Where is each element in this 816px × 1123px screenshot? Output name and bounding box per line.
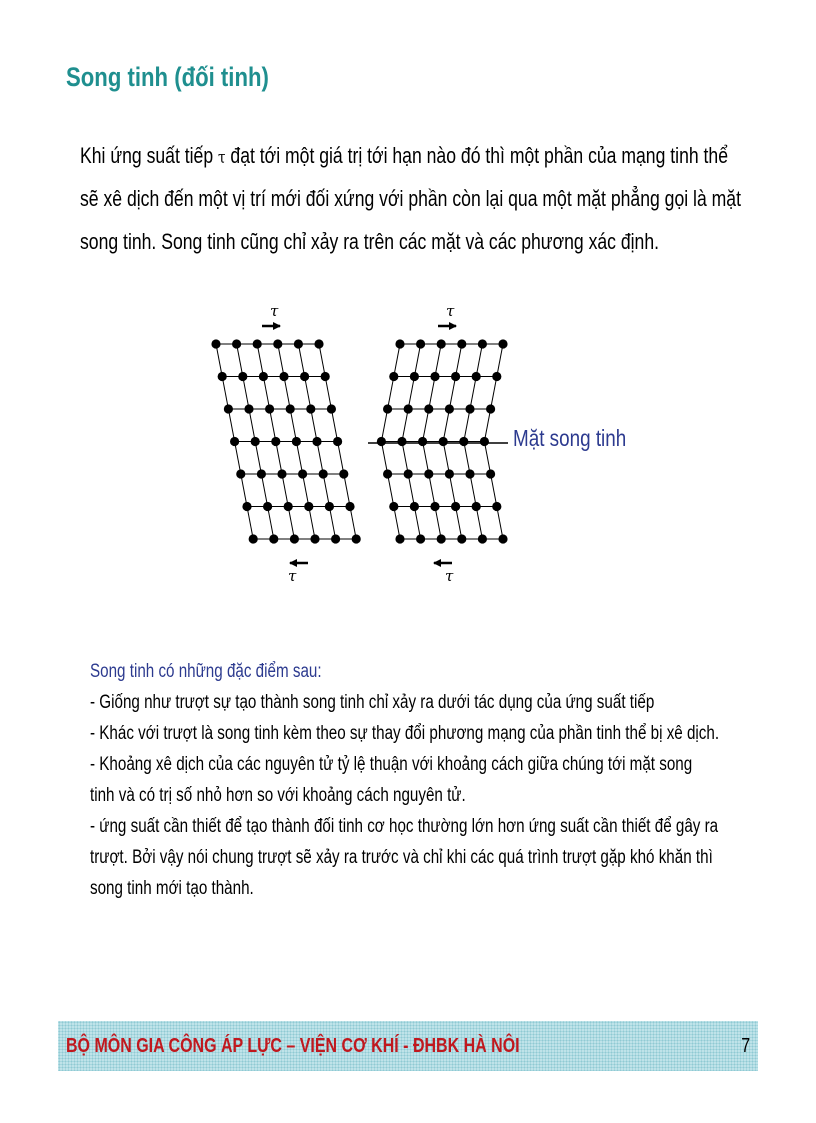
right-lattice-bond-line [464,409,470,442]
tau-label-top-right: τ [446,302,455,320]
right-lattice-atom [389,372,398,381]
left-lattice-bond-line [263,377,269,410]
right-lattice-bond-line [476,344,482,377]
tau-label-bottom-left: τ [288,567,297,585]
footer-bar [58,1021,758,1071]
right-lattice-bond-line [381,442,387,475]
left-lattice-atom [251,437,260,446]
left-lattice-bond-line [243,377,249,410]
left-lattice-atom [290,534,299,543]
left-lattice-atom [333,437,342,446]
right-lattice-bond-line [408,377,414,410]
right-lattice-bond-line [484,442,490,475]
left-lattice-atom [271,437,280,446]
right-lattice-atom [437,534,446,543]
right-lattice-atom [410,372,419,381]
right-lattice-bond-line [456,507,462,540]
left-lattice-atom [236,469,245,478]
feature-line: - Giống như trượt sự tạo thành song tinh chỉ xảy ra dưới tác dụng của ứng suất tiếp [90,692,655,713]
left-lattice-bond-line [325,377,331,410]
left-lattice-atom [211,339,220,348]
right-lattice-atom [439,437,448,446]
right-lattice-bond-line [435,344,441,377]
right-lattice-atom [457,534,466,543]
right-lattice-atom [486,404,495,413]
right-lattice-atom [383,469,392,478]
left-lattice-bond-line [309,507,315,540]
left-lattice-bond-line [288,507,294,540]
left-lattice-atom [230,437,239,446]
right-lattice-atom [451,372,460,381]
footer-department: BỘ MÔN GIA CÔNG ÁP LỰC – VIỆN CƠ KHÍ - ĐHBK HÀ NÔI [66,1035,520,1057]
left-lattice-bond-line [290,409,296,442]
left-lattice-atom [298,469,307,478]
feature-line: - Khoảng xê dịch của các nguyên tử tỷ lệ thuận với khoảng cách giữa chúng tới mặt song [90,754,693,775]
left-lattice-atom [345,502,354,511]
left-lattice-bond-line [268,507,274,540]
left-lattice-atom [319,469,328,478]
right-lattice-bond-line [470,474,476,507]
left-lattice-bond-line [296,442,302,475]
right-lattice-atom [418,437,427,446]
right-lattice-atom [416,339,425,348]
right-lattice-bond-line [414,507,420,540]
right-lattice-bond-line [394,344,400,377]
left-lattice-bond-line [216,344,222,377]
left-lattice-bond-line [255,442,261,475]
right-lattice-atom [478,534,487,543]
right-lattice-atom [395,339,404,348]
right-lattice-bond-line [402,442,408,475]
left-lattice-atom [286,404,295,413]
right-lattice-atom [383,404,392,413]
left-lattice-atom [244,404,253,413]
left-lattice-bond-line [311,409,317,442]
left-lattice-bond-line [344,474,350,507]
right-lattice-atom [472,372,481,381]
right-lattice-atom [389,502,398,511]
left-lattice-atom [310,534,319,543]
left-lattice-bond-line [237,344,243,377]
left-lattice-bond-line [257,344,263,377]
right-lattice-atom [424,404,433,413]
left-lattice-atom [325,502,334,511]
left-lattice-atom [242,502,251,511]
left-lattice-atom [257,469,266,478]
right-lattice-atom [410,502,419,511]
left-lattice-bond-line [317,442,323,475]
right-lattice-bond-line [388,474,394,507]
right-lattice-bond-line [449,474,455,507]
tau-symbol: τ [218,148,226,168]
right-lattice-atom [480,437,489,446]
right-lattice-atom [492,372,501,381]
left-lattice-bond-line [222,377,228,410]
right-lattice-bond-line [443,442,449,475]
left-lattice-bond-line [298,344,304,377]
left-lattice-atom [300,372,309,381]
intro-paragraph [80,134,780,263]
feature-line: song tinh mới tạo thành. [90,878,254,899]
right-lattice-bond-line [435,507,441,540]
left-lattice-bond-line [235,442,241,475]
left-lattice-bond-line [284,377,290,410]
right-lattice-bond-line [491,474,497,507]
left-lattice-atom [263,502,272,511]
left-lattice-bond-line [323,474,329,507]
twin-plane-label: Mặt song tinh [513,425,627,451]
left-lattice-bond-line [305,377,311,410]
left-lattice-atom [327,404,336,413]
right-lattice-bond-line [497,344,503,377]
page-title: Song tinh (đối tinh) [66,62,269,92]
page-number: 7 [741,1035,750,1057]
left-lattice-bond-line [278,344,284,377]
intro-line-3: song tinh. Song tinh cũng chỉ xảy ra trên các mặt và các phương xác định. [80,229,660,254]
right-lattice-atom [486,469,495,478]
lattice-right [377,339,508,543]
left-lattice-atom [306,404,315,413]
left-lattice-bond-line [249,409,255,442]
right-lattice-atom [457,339,466,348]
feature-line: tinh và có trị số nhỏ hơn so với khoảng cách nguyên tử. [90,785,466,806]
left-lattice-atom [294,339,303,348]
right-lattice-bond-line [423,442,429,475]
right-lattice-atom [430,502,439,511]
left-lattice-atom [304,502,313,511]
left-lattice-bond-line [319,344,325,377]
left-lattice-atom [224,404,233,413]
left-lattice-bond-line [329,507,335,540]
right-lattice-atom [459,437,468,446]
intro-line-2: sẽ xê dịch đến một vị trí mới đối xứng với phần còn lại qua một mặt phẳng gọi là mặt [80,186,741,211]
left-lattice-atom [253,339,262,348]
left-lattice-bond-line [303,474,309,507]
right-lattice-atom [404,469,413,478]
right-lattice-atom [445,404,454,413]
right-lattice-bond-line [414,344,420,377]
features-heading: Song tinh có những đặc điểm sau: [90,661,322,682]
left-lattice-atom [232,339,241,348]
right-lattice-bond-line [388,377,394,410]
right-lattice-atom [451,502,460,511]
right-lattice-atom [492,502,501,511]
left-lattice-atom [339,469,348,478]
left-lattice-atom [352,534,361,543]
left-lattice-atom [284,502,293,511]
right-lattice-bond-line [394,507,400,540]
right-lattice-bond-line [476,507,482,540]
right-lattice-bond-line [484,409,490,442]
right-lattice-bond-line [381,409,387,442]
right-lattice-atom [395,534,404,543]
tau-label-bottom-right: τ [445,567,454,585]
right-lattice-atom [377,437,386,446]
right-lattice-atom [445,469,454,478]
tau-label-top-left: τ [270,302,279,320]
right-lattice-atom [465,404,474,413]
left-lattice-atom [265,404,274,413]
right-lattice-bond-line [408,474,414,507]
features-list [90,656,770,904]
right-lattice-bond-line [423,409,429,442]
left-lattice-atom [292,437,301,446]
twinning-diagram [200,300,640,590]
left-lattice-atom [238,372,247,381]
left-lattice-bond-line [261,474,267,507]
right-lattice-bond-line [464,442,470,475]
right-lattice-atom [424,469,433,478]
left-lattice-atom [269,534,278,543]
right-lattice-atom [416,534,425,543]
left-lattice-bond-line [282,474,288,507]
left-lattice-atom [331,534,340,543]
right-lattice-atom [437,339,446,348]
right-lattice-bond-line [443,409,449,442]
left-lattice-bond-line [228,409,234,442]
right-lattice-bond-line [429,377,435,410]
left-lattice-atom [314,339,323,348]
left-lattice-bond-line [247,507,253,540]
right-lattice-atom [465,469,474,478]
left-lattice-bond-line [270,409,276,442]
left-lattice-bond-line [350,507,356,540]
right-lattice-bond-line [402,409,408,442]
left-lattice-bond-line [338,442,344,475]
lattice-left [211,339,360,543]
intro-line-1: Khi ứng suất tiếp τ đạt tới một giá trị tới hạn nào đó thì một phần của mạng tinh thể [80,143,729,168]
right-lattice-bond-line [497,507,503,540]
left-lattice-atom [321,372,330,381]
right-lattice-bond-line [456,344,462,377]
right-lattice-atom [498,339,507,348]
left-lattice-bond-line [276,442,282,475]
left-lattice-bond-line [241,474,247,507]
left-lattice-atom [249,534,258,543]
feature-line: trượt. Bởi vậy nói chung trượt sẽ xảy ra trước và chỉ khi các quá trình trượt gặp khó khăn thì [90,847,713,868]
right-lattice-atom [404,404,413,413]
left-lattice-atom [277,469,286,478]
left-lattice-bond-line [331,409,337,442]
right-lattice-atom [498,534,507,543]
right-lattice-atom [397,437,406,446]
left-lattice-atom [312,437,321,446]
right-lattice-atom [472,502,481,511]
right-lattice-atom [478,339,487,348]
feature-line: - Khác với trượt là song tinh kèm theo sự thay đổi phương mạng của phần tinh thể bị xê dịch. [90,723,720,744]
right-lattice-bond-line [470,377,476,410]
left-lattice-atom [279,372,288,381]
feature-line: - ứng suất cần thiết để tạo thành đối tinh cơ học thường lớn hơn ứng suất cần thiết để gây ra [90,816,719,837]
left-lattice-atom [218,372,227,381]
left-lattice-atom [259,372,268,381]
right-lattice-bond-line [429,474,435,507]
left-lattice-atom [273,339,282,348]
right-lattice-bond-line [449,377,455,410]
right-lattice-atom [430,372,439,381]
right-lattice-bond-line [491,377,497,410]
